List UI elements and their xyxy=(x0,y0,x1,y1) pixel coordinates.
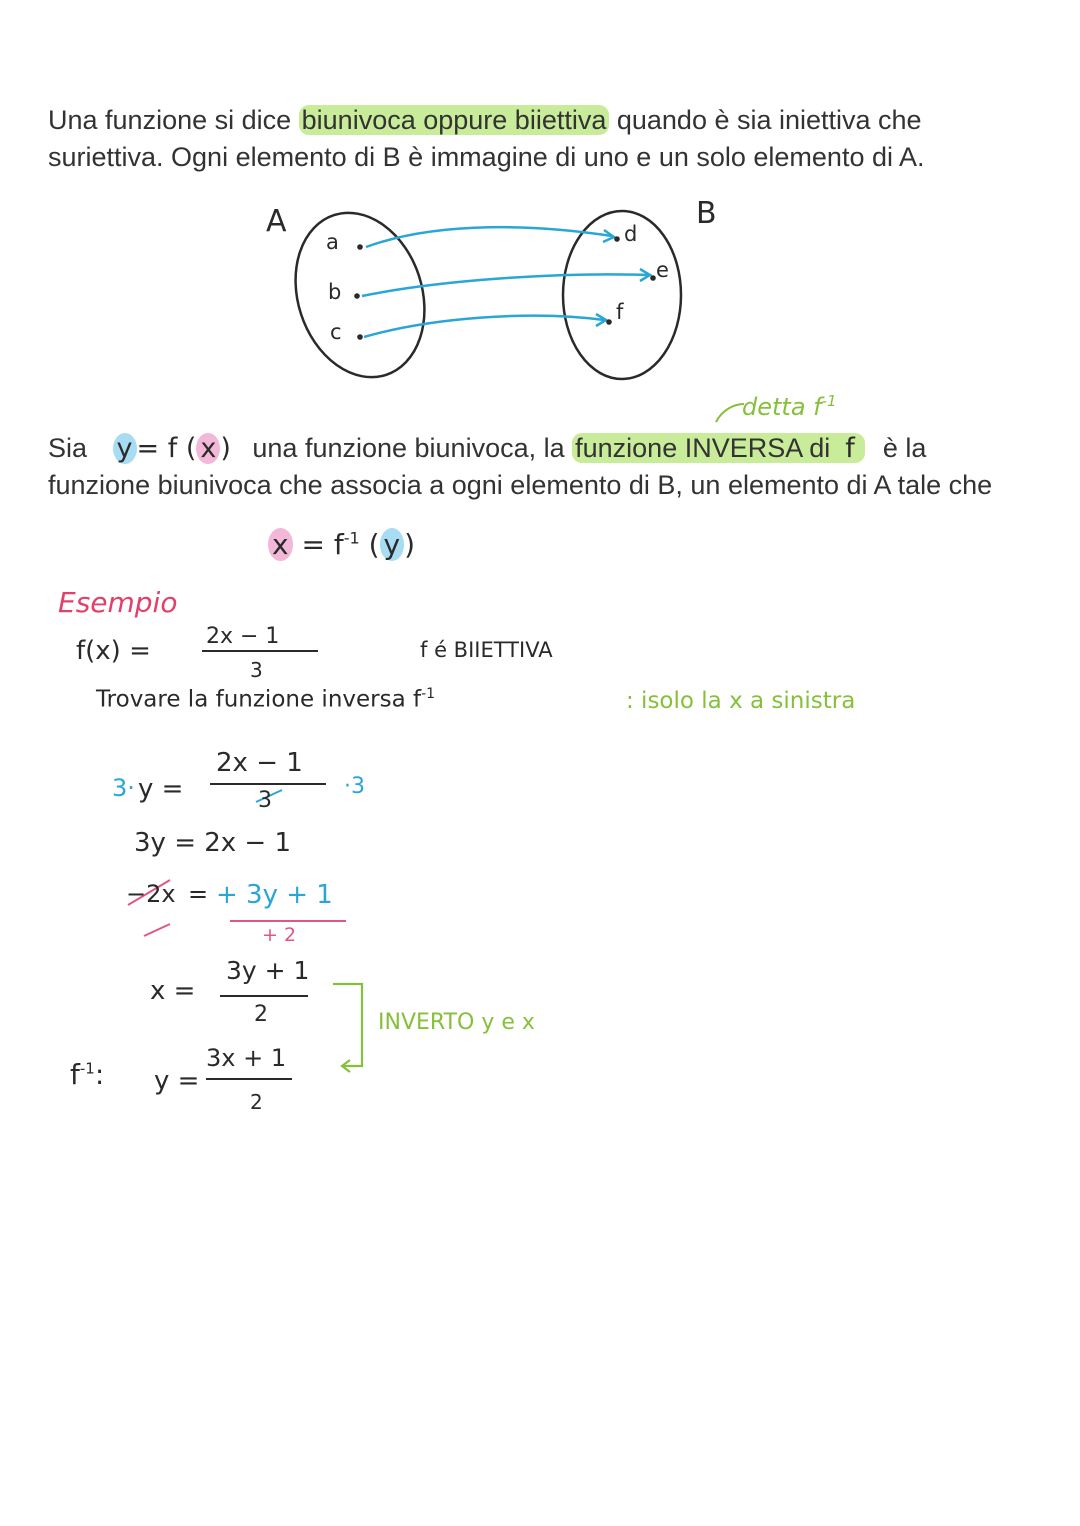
element-e: e xyxy=(656,258,669,282)
inverse-line-1 xyxy=(48,430,926,467)
dot-c xyxy=(357,334,363,340)
step3-rhs: + 3y + 1 xyxy=(216,880,333,910)
element-b: b xyxy=(328,280,342,304)
step4-numerator: 3y + 1 xyxy=(226,956,310,985)
step3-fraction-line xyxy=(230,920,346,922)
step4-denominator: 2 xyxy=(254,1002,268,1027)
step5-label xyxy=(70,1058,104,1091)
set-b-ellipse xyxy=(563,211,681,379)
fx-label: f(x) = xyxy=(76,636,151,666)
eq-f: = f ( xyxy=(136,433,197,464)
task-line xyxy=(96,686,435,713)
step1-numerator: 2x − 1 xyxy=(216,748,303,778)
element-c: c xyxy=(330,320,342,344)
set-b-label: B xyxy=(696,196,717,231)
set-a-label: A xyxy=(266,204,287,239)
formula-eq: = f xyxy=(301,528,344,561)
x-circled: x xyxy=(196,433,220,464)
step1-right: ·3 xyxy=(344,774,365,799)
dot-e xyxy=(650,275,656,281)
inverse-formula xyxy=(268,528,415,561)
element-f: f xyxy=(616,300,624,324)
step1-denominator: 3 xyxy=(258,788,272,813)
inverto-note: INVERTO y e x xyxy=(378,1010,535,1035)
step5-numerator: 3x + 1 xyxy=(206,1044,287,1072)
strike-den-2 xyxy=(144,924,170,936)
dot-b xyxy=(354,293,360,299)
step4-x: x = xyxy=(150,976,196,1006)
sia-word: Sia xyxy=(48,433,88,463)
step2: 3y = 2x − 1 xyxy=(134,828,292,858)
intro-line-1-post: quando è sia iniettiva che xyxy=(609,105,922,135)
step5-exp: -1 xyxy=(79,1059,95,1078)
inverto-bracket xyxy=(333,984,362,1066)
inverse-line-2: funzione biunivoca che associa a ogni elemento di B, un elemento di A tale che xyxy=(48,470,993,500)
step5-y: y = xyxy=(154,1066,200,1096)
task-note: : isolo la x a sinistra xyxy=(626,688,856,714)
highlight-inversa-f: f xyxy=(845,433,855,464)
step5-f: f xyxy=(70,1058,80,1091)
step4-fraction-line xyxy=(220,995,308,997)
dot-f xyxy=(606,319,612,325)
step5-denominator: 2 xyxy=(250,1090,263,1114)
element-a: a xyxy=(326,230,339,254)
task-text: Trovare la funzione inversa f xyxy=(96,686,422,713)
inverse-post: è la xyxy=(875,433,927,463)
dot-d xyxy=(614,236,620,242)
fx-fraction-line xyxy=(202,650,318,652)
fx-denominator: 3 xyxy=(250,658,263,682)
set-a-ellipse xyxy=(275,196,445,394)
inverse-mid: una funzione biunivoca, la xyxy=(244,433,573,463)
step5-colon: : xyxy=(94,1058,105,1091)
note-detta-text: detta f xyxy=(742,393,822,421)
step5-fraction-line xyxy=(206,1078,292,1080)
formula-close: ) xyxy=(404,528,416,561)
highlight-inversa-text: funzione INVERSA di xyxy=(575,433,831,463)
arrow-b-e xyxy=(362,274,648,296)
task-exp: -1 xyxy=(421,686,436,702)
note-arrow xyxy=(716,404,744,422)
y-circled: y xyxy=(113,433,137,464)
formula-y: y xyxy=(380,528,405,561)
step1-fraction-line xyxy=(210,783,326,785)
step3-denominator: + 2 xyxy=(262,924,297,946)
note-detta-exp: -1 xyxy=(821,392,837,410)
esempio-title: Esempio xyxy=(58,586,178,619)
element-d: d xyxy=(624,222,638,246)
formula-open: ( xyxy=(368,528,380,561)
highlight-biunivoca: biunivoca oppure biiettiva xyxy=(299,105,610,135)
note-detta xyxy=(742,392,837,421)
step1-mult: 3· xyxy=(112,774,135,802)
highlight-funzione-inversa xyxy=(572,433,865,463)
formula-x: x xyxy=(268,528,293,561)
close-paren: ) xyxy=(220,433,231,464)
intro-line-1-pre: Una funzione si dice xyxy=(48,105,299,135)
formula-exp: -1 xyxy=(343,528,360,548)
biiettiva-note: f é BIIETTIVA xyxy=(420,638,553,662)
intro-line-2: suriettiva. Ogni elemento di B è immagine di uno e un solo elemento di A. xyxy=(48,142,925,172)
step1-y: y = xyxy=(138,774,184,804)
dot-a xyxy=(357,244,363,250)
step3-eq: = xyxy=(188,880,209,908)
step3-lhs: −2x xyxy=(126,880,176,908)
fx-numerator: 2x − 1 xyxy=(206,624,280,649)
